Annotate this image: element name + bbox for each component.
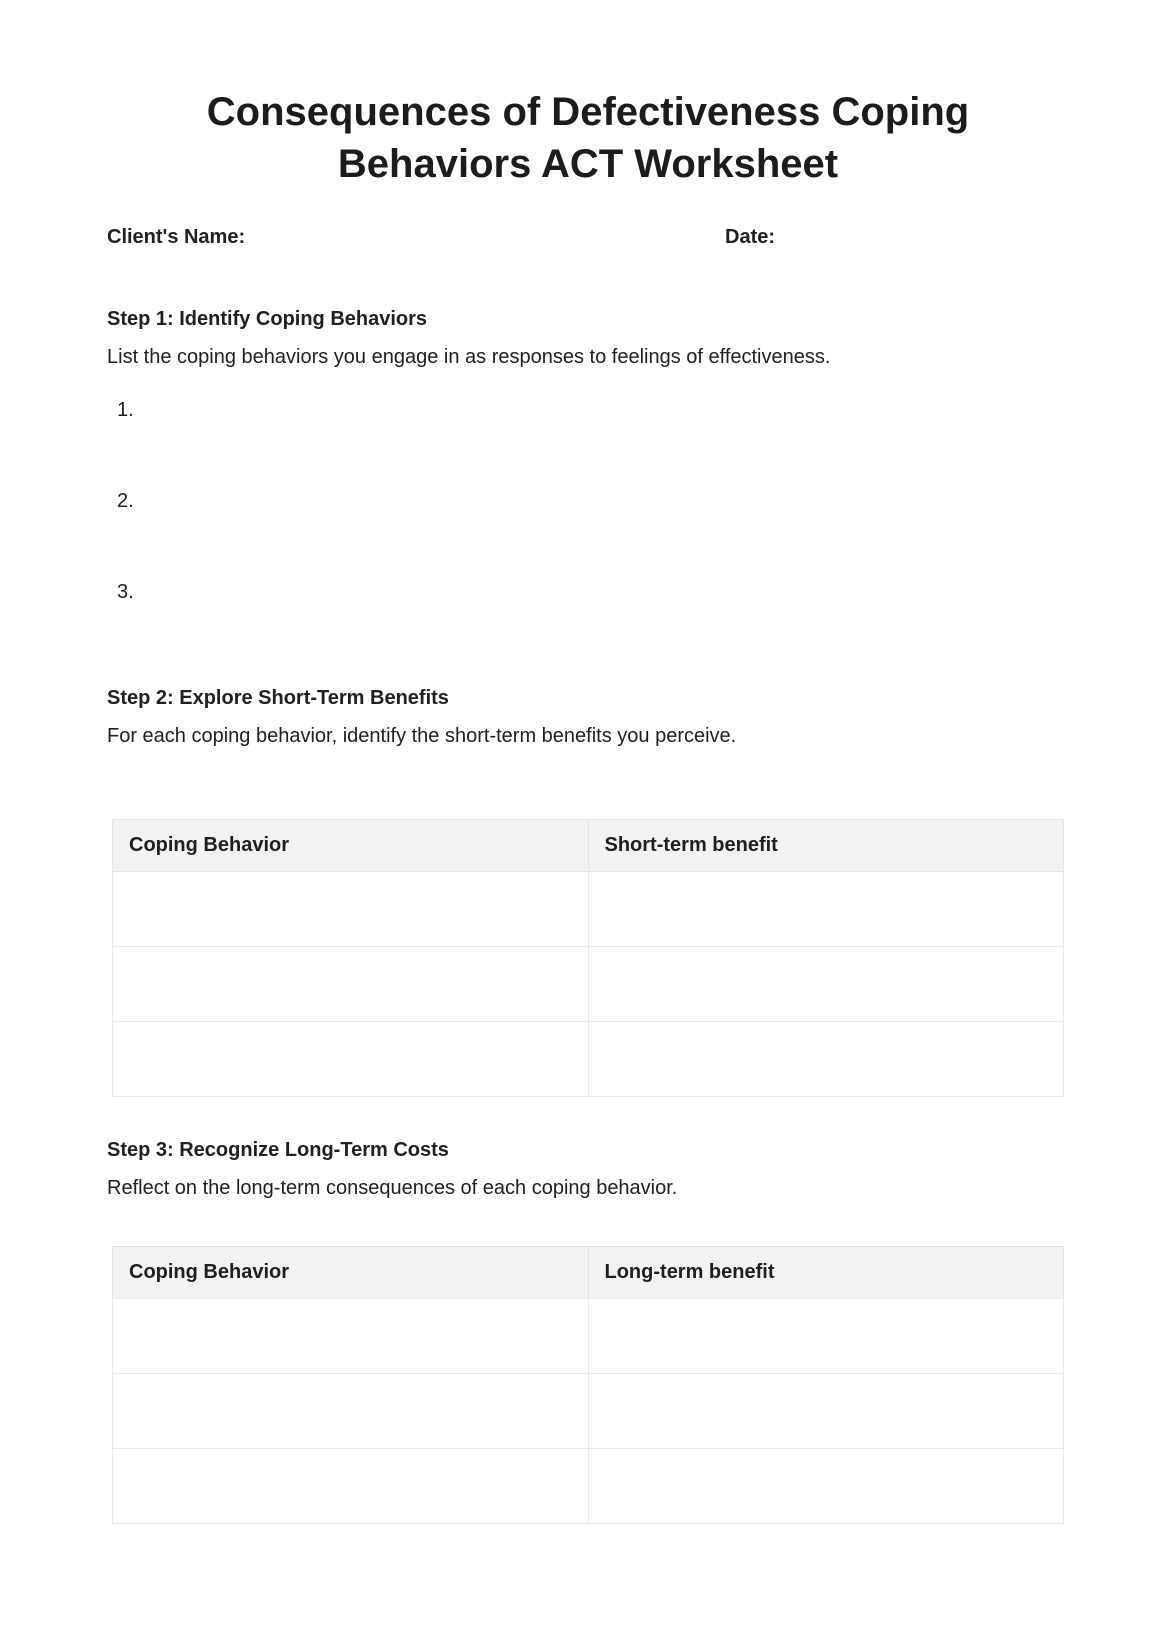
coping-behavior-cell[interactable] <box>113 1299 589 1374</box>
client-name-field[interactable] <box>267 224 647 250</box>
coping-behavior-column-header: Coping Behavior <box>113 820 589 872</box>
long-term-benefit-column-header: Long-term benefit <box>588 1247 1064 1299</box>
list-item-2-number: 2. <box>117 490 134 512</box>
date-label: Date: <box>725 226 776 248</box>
step-1-heading: Step 1: Identify Coping Behaviors <box>107 308 428 330</box>
table-row <box>113 1374 1064 1449</box>
step-3-heading: Step 3: Recognize Long-Term Costs <box>107 1139 449 1161</box>
table-header-row <box>113 1247 1064 1299</box>
table-row <box>113 1299 1064 1374</box>
short-term-benefit-cell[interactable] <box>588 947 1064 1022</box>
short-term-benefits-table <box>112 819 1064 1097</box>
long-term-benefit-cell[interactable] <box>588 1374 1064 1449</box>
date-field[interactable] <box>785 224 1065 250</box>
client-name-label: Client's Name: <box>107 226 246 248</box>
long-term-benefit-cell[interactable] <box>588 1449 1064 1524</box>
long-term-costs-table <box>112 1246 1064 1524</box>
coping-behavior-cell[interactable] <box>113 1022 589 1097</box>
step-1-description: List the coping behaviors you engage in as responses to feelings of effectiveness. <box>107 346 831 368</box>
short-term-benefit-cell[interactable] <box>588 872 1064 947</box>
list-item-2 <box>117 483 1069 574</box>
page-title: Consequences of Defectiveness Coping Behaviors ACT Worksheet <box>206 90 970 186</box>
coping-behavior-cell[interactable] <box>113 872 589 947</box>
coping-behavior-cell[interactable] <box>113 1374 589 1449</box>
list-item-3 <box>117 574 1069 665</box>
table-header-row <box>113 820 1064 872</box>
list-item-1-fill-area[interactable] <box>139 392 839 416</box>
table-row <box>113 947 1064 1022</box>
coping-behavior-cell[interactable] <box>113 947 589 1022</box>
list-item-1-number: 1. <box>117 399 134 421</box>
table-row <box>113 1022 1064 1097</box>
step-2-description: For each coping behavior, identify the short-term benefits you perceive. <box>107 725 737 747</box>
step-3-description: Reflect on the long-term consequences of each coping behavior. <box>107 1177 678 1199</box>
coping-behavior-column-header: Coping Behavior <box>113 1247 589 1299</box>
coping-behaviors-list <box>107 392 1069 665</box>
list-item-3-number: 3. <box>117 581 134 603</box>
table-row <box>113 1449 1064 1524</box>
short-term-benefit-column-header: Short-term benefit <box>588 820 1064 872</box>
client-info-row <box>107 224 1069 250</box>
list-item-2-fill-area[interactable] <box>139 483 839 507</box>
table-row <box>113 872 1064 947</box>
coping-behavior-cell[interactable] <box>113 1449 589 1524</box>
long-term-benefit-cell[interactable] <box>588 1299 1064 1374</box>
step-2-heading: Step 2: Explore Short-Term Benefits <box>107 687 449 709</box>
short-term-benefit-cell[interactable] <box>588 1022 1064 1097</box>
list-item-3-fill-area[interactable] <box>139 574 839 598</box>
list-item-1 <box>117 392 1069 483</box>
